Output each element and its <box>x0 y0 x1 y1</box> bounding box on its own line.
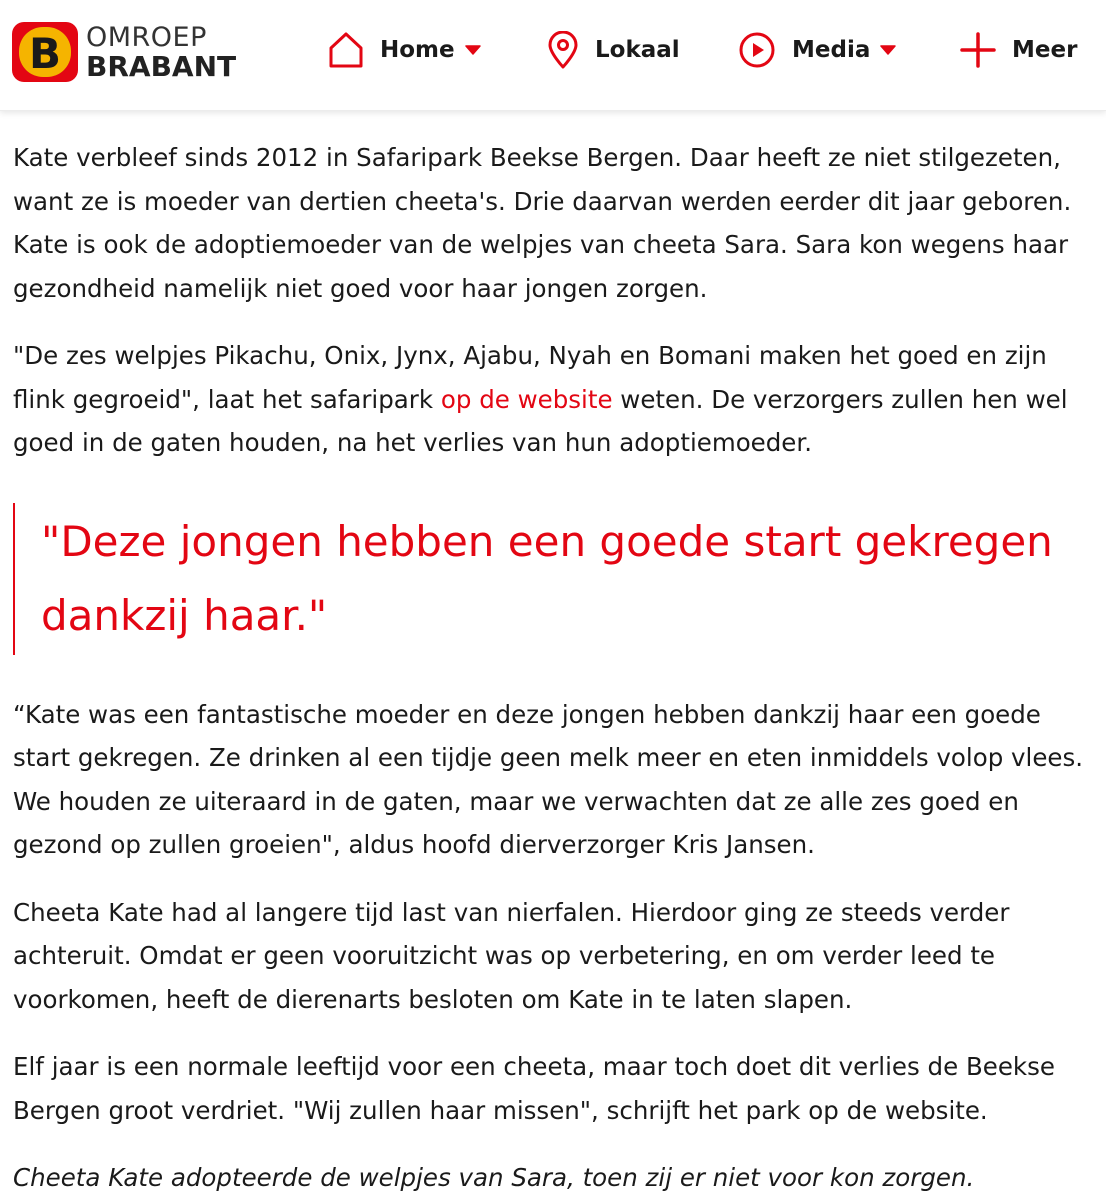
nav-item-home[interactable] <box>328 30 481 70</box>
play-circle-icon <box>738 31 776 69</box>
omroep-brabant-logo[interactable] <box>12 22 236 82</box>
website-link[interactable]: op de website <box>440 384 613 414</box>
logo-letter: B <box>28 29 62 78</box>
paragraph-2-text-start: "De zes welpjes Pikachu, Onix, Jynx, Ajabu, Nyah en Bomani maken het goed en zijn flink gegroeid", laat het safaripark <box>13 341 1047 414</box>
pull-quote <box>13 503 1085 655</box>
plus-icon <box>960 32 996 68</box>
nav-item-media[interactable] <box>738 30 896 70</box>
location-pin-icon <box>547 31 579 69</box>
logo-badge <box>12 22 78 82</box>
article-paragraph-1: Kate verbleef sinds 2012 in Safaripark Beekse Bergen. Daar heeft ze niet stilgezeten, want ze is moeder van dertien cheeta's. Drie daarvan werden eerder dit jaar geboren. Kate is ook de adoptiemoeder van de welpjes van cheeta Sara. Sara kon wegens haar gezondheid namelijk niet goed voor haar jongen zorgen. <box>13 143 1072 303</box>
nav-label-meer: Meer <box>1012 37 1078 63</box>
chevron-down-icon <box>880 45 896 55</box>
article-paragraph-5: Elf jaar is een normale leeftijd voor een cheeta, maar toch doet dit verlies de Beekse Bergen groot verdriet. "Wij zullen haar missen", schrijft het park op de website. <box>13 1052 1055 1125</box>
logo-b-icon <box>12 22 78 82</box>
logo-line1: OMROEP <box>86 21 207 53</box>
logo-line2: BRABANT <box>86 49 237 83</box>
site-header <box>0 0 1106 111</box>
paragraph-2-text-end: weten. De verzorgers zullen hen wel goed in de gaten houden, na het verlies van hun adoptiemoeder. <box>13 384 1068 457</box>
logo-wordmark <box>86 21 237 83</box>
nav-label-home: Home <box>380 37 455 63</box>
nav-item-lokaal[interactable] <box>547 30 680 70</box>
article-body <box>13 136 1085 1200</box>
nav-label-lokaal: Lokaal <box>595 37 680 63</box>
chevron-down-icon <box>465 45 481 55</box>
nav-label-media: Media <box>792 37 871 63</box>
article-paragraph-2 <box>13 334 1085 465</box>
image-caption: Cheeta Kate adopteerde de welpjes van Sara, toen zij er niet voor kon zorgen. <box>13 1163 975 1192</box>
article-paragraph-4: Cheeta Kate had al langere tijd last van nierfalen. Hierdoor ging ze steeds verder achteruit. Omdat er geen vooruitzicht was op verbetering, en om verder leed te voorkomen, heeft de dierenarts besloten om Kate in te laten slapen. <box>13 897 1010 1014</box>
home-icon <box>328 31 364 69</box>
article-paragraph-3: “Kate was een fantastische moeder en deze jongen hebben dankzij haar een goede start gekregen. Ze drinken al een tijdje geen melk meer en eten inmiddels volop vlees. We houden ze uiteraard in de gaten, maar we verwachten dat ze alle zes goed en gezond op zullen groeien", aldus hoofd dierverzorger Kris Jansen. <box>13 699 1084 859</box>
pull-quote-text: "Deze jongen hebben een goede start gekregen dankzij haar." <box>41 516 1053 640</box>
nav-item-meer[interactable] <box>960 30 1077 70</box>
